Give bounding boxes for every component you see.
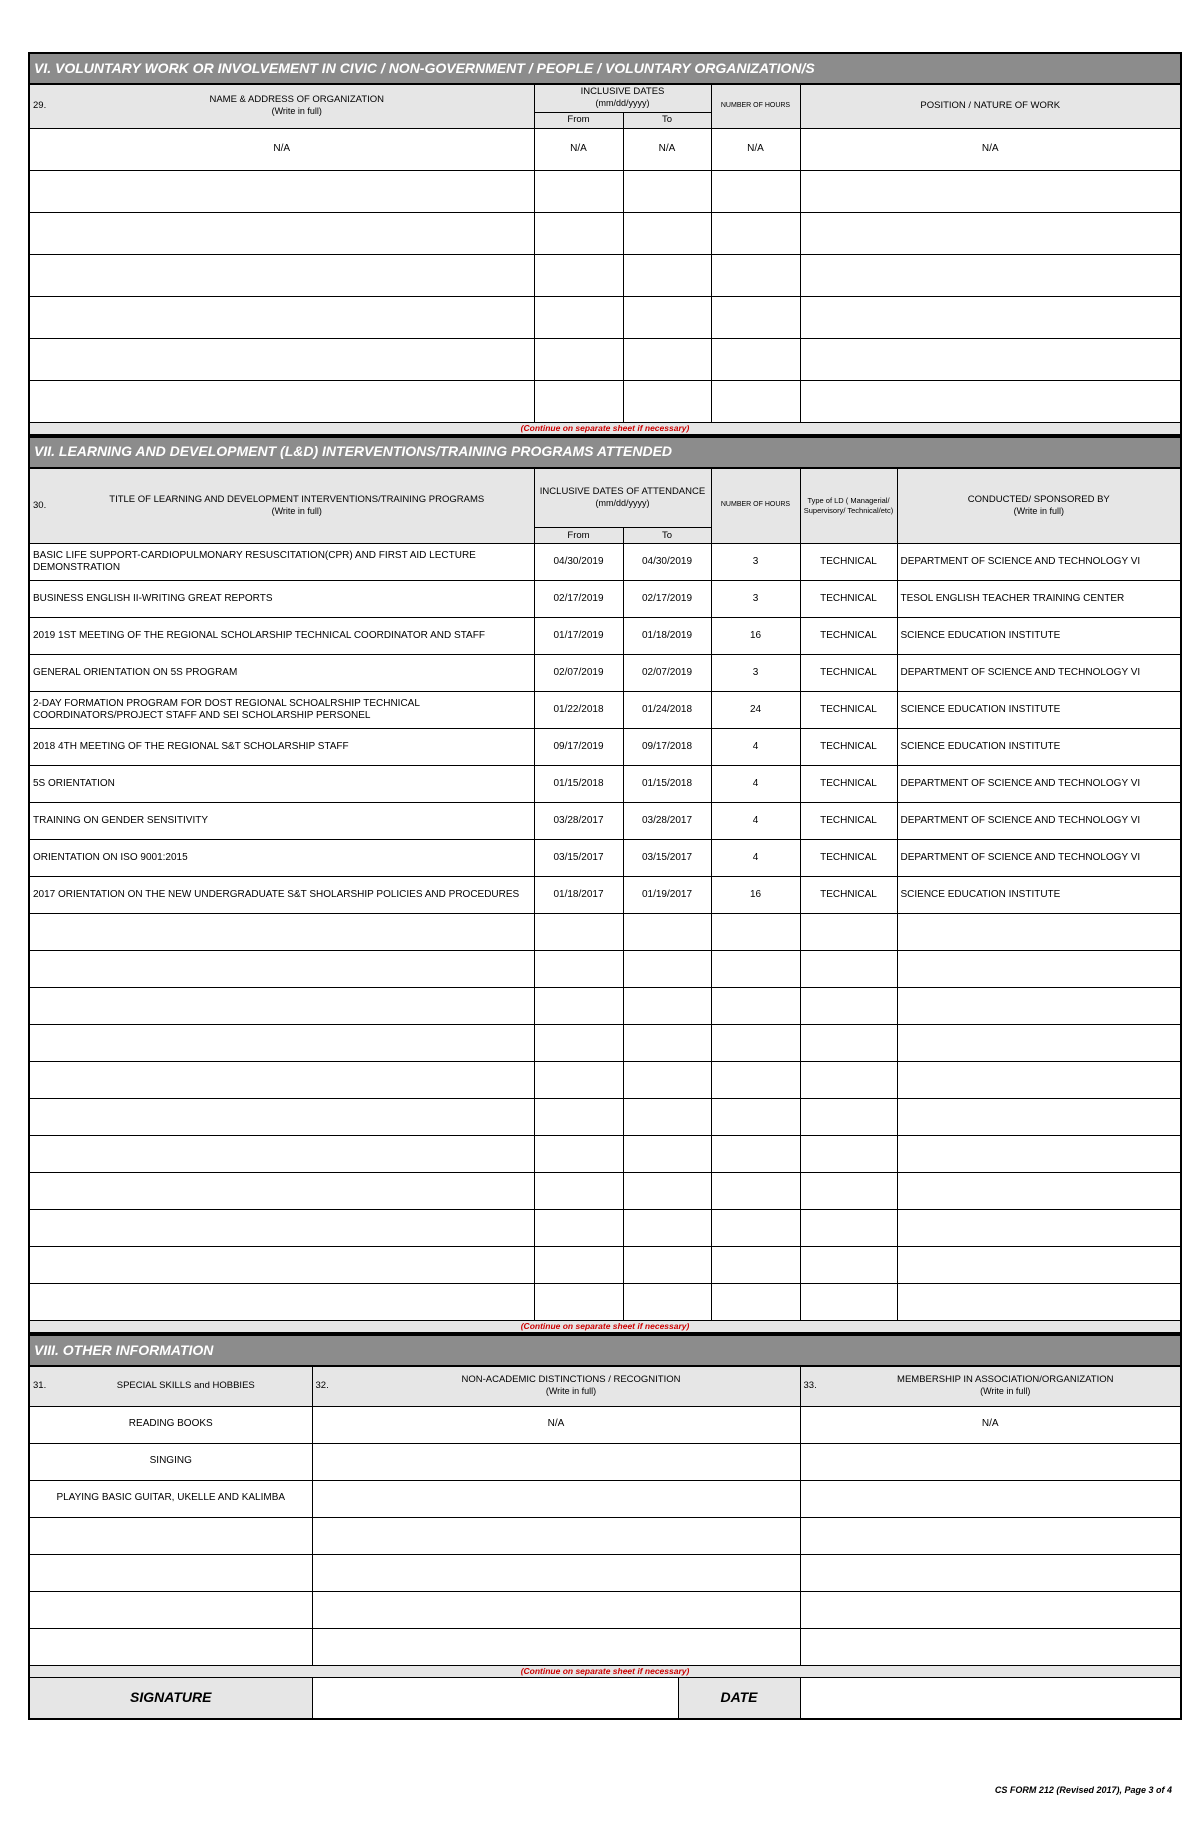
position-cell[interactable] xyxy=(800,296,1181,338)
recognition-cell[interactable] xyxy=(312,1554,800,1591)
ld-type-cell[interactable] xyxy=(800,1284,897,1321)
sponsor-cell[interactable]: DEPARTMENT OF SCIENCE AND TECHNOLOGY VI xyxy=(897,803,1181,840)
hours-cell[interactable]: 3 xyxy=(711,544,800,581)
date-from-cell[interactable]: 01/17/2019 xyxy=(534,618,623,655)
ld-type-cell[interactable]: TECHNICAL xyxy=(800,581,897,618)
sponsor-cell[interactable]: DEPARTMENT OF SCIENCE AND TECHNOLOGY VI xyxy=(897,766,1181,803)
ld-type-cell[interactable]: TECHNICAL xyxy=(800,840,897,877)
organization-name-cell[interactable] xyxy=(29,296,534,338)
table-row xyxy=(29,212,1181,254)
hours-cell[interactable] xyxy=(711,1099,800,1136)
hours-cell[interactable]: 3 xyxy=(711,655,800,692)
table-row xyxy=(29,1173,1181,1210)
date-to-cell[interactable] xyxy=(623,170,711,212)
date-to-cell[interactable]: 01/18/2019 xyxy=(623,618,711,655)
date-to-cell[interactable]: 01/15/2018 xyxy=(623,766,711,803)
table-row xyxy=(29,338,1181,380)
hours-cell[interactable]: 3 xyxy=(711,581,800,618)
position-cell[interactable] xyxy=(800,380,1181,422)
ld-type-cell[interactable] xyxy=(800,1025,897,1062)
date-to-cell[interactable] xyxy=(623,914,711,951)
ld-type-cell[interactable]: TECHNICAL xyxy=(800,729,897,766)
membership-cell[interactable] xyxy=(800,1443,1181,1480)
table-row xyxy=(29,1247,1181,1284)
ld-type-cell[interactable] xyxy=(800,1210,897,1247)
table-row xyxy=(29,1480,1181,1517)
date-to-cell[interactable] xyxy=(623,254,711,296)
hours-cell[interactable] xyxy=(711,1247,800,1284)
sponsor-cell[interactable] xyxy=(897,1247,1181,1284)
table-row xyxy=(29,803,1181,840)
membership-cell[interactable] xyxy=(800,1517,1181,1554)
sponsor-cell[interactable] xyxy=(897,1099,1181,1136)
signature-label: SIGNATURE xyxy=(29,1677,312,1719)
sponsor-cell[interactable] xyxy=(897,914,1181,951)
date-to-cell[interactable]: 03/28/2017 xyxy=(623,803,711,840)
date-from-cell[interactable] xyxy=(534,380,623,422)
item-number: 31. xyxy=(33,1380,47,1392)
organization-name-cell[interactable] xyxy=(29,254,534,296)
organization-name-cell[interactable] xyxy=(29,338,534,380)
skills-header xyxy=(29,1366,312,1406)
date-from-cell[interactable] xyxy=(534,1284,623,1321)
voluntary-position-header: POSITION / NATURE OF WORK xyxy=(800,84,1181,128)
date-from-cell[interactable]: 01/15/2018 xyxy=(534,766,623,803)
sponsor-cell[interactable]: TESOL ENGLISH TEACHER TRAINING CENTER xyxy=(897,581,1181,618)
membership-cell[interactable] xyxy=(800,1591,1181,1628)
training-title-cell[interactable] xyxy=(29,1210,534,1247)
sponsor-cell[interactable] xyxy=(897,988,1181,1025)
hours-cell[interactable]: 4 xyxy=(711,840,800,877)
hours-cell[interactable]: 4 xyxy=(711,803,800,840)
position-cell[interactable] xyxy=(800,338,1181,380)
hours-cell[interactable]: 16 xyxy=(711,618,800,655)
hours-cell[interactable] xyxy=(711,1025,800,1062)
table-row xyxy=(29,380,1181,422)
column-label: NON-ACADEMIC DISTINCTIONS / RECOGNITION xyxy=(461,1374,681,1386)
sponsor-cell[interactable]: DEPARTMENT OF SCIENCE AND TECHNOLOGY VI xyxy=(897,840,1181,877)
hours-cell[interactable] xyxy=(711,1136,800,1173)
learning-sponsor-header xyxy=(897,468,1181,544)
sponsor-cell[interactable]: DEPARTMENT OF SCIENCE AND TECHNOLOGY VI xyxy=(897,544,1181,581)
table-row xyxy=(29,1284,1181,1321)
hours-cell[interactable] xyxy=(711,380,800,422)
training-title-cell[interactable]: BUSINESS ENGLISH II-WRITING GREAT REPORTS xyxy=(29,581,534,618)
recognition-cell[interactable] xyxy=(312,1480,800,1517)
ld-type-cell[interactable]: TECHNICAL xyxy=(800,655,897,692)
training-title-cell[interactable] xyxy=(29,1247,534,1284)
date-to-cell[interactable]: 09/17/2018 xyxy=(623,729,711,766)
date-to-cell[interactable] xyxy=(623,1062,711,1099)
recognition-cell[interactable] xyxy=(312,1628,800,1665)
learning-section-title: VII. LEARNING AND DEVELOPMENT (L&D) INTERVENTIONS/TRAINING PROGRAMS ATTENDED xyxy=(29,437,1181,468)
date-from-cell[interactable] xyxy=(534,988,623,1025)
learning-development-table xyxy=(28,436,1182,1335)
column-label: INCLUSIVE DATES OF ATTENDANCE xyxy=(539,485,706,497)
continue-note: (Continue on separate sheet if necessary) xyxy=(29,422,1181,435)
column-sublabel: (mm/dd/yyyy) xyxy=(595,98,650,109)
sponsor-cell[interactable]: SCIENCE EDUCATION INSTITUTE xyxy=(897,877,1181,914)
table-row xyxy=(29,914,1181,951)
table-row xyxy=(29,254,1181,296)
sponsor-cell[interactable] xyxy=(897,1173,1181,1210)
recognition-cell[interactable] xyxy=(312,1517,800,1554)
organization-name-cell[interactable] xyxy=(29,170,534,212)
organization-name-cell[interactable]: N/A xyxy=(29,128,534,170)
membership-header xyxy=(800,1366,1181,1406)
sponsor-cell[interactable] xyxy=(897,951,1181,988)
position-cell[interactable] xyxy=(800,212,1181,254)
date-to-cell[interactable] xyxy=(623,1099,711,1136)
ld-type-cell[interactable]: TECHNICAL xyxy=(800,803,897,840)
training-title-cell[interactable] xyxy=(29,1099,534,1136)
skill-cell[interactable] xyxy=(29,1517,312,1554)
date-to-cell[interactable] xyxy=(623,1136,711,1173)
hours-cell[interactable] xyxy=(711,1062,800,1099)
continue-note: (Continue on separate sheet if necessary) xyxy=(29,1665,1181,1677)
item-number: 29. xyxy=(33,100,47,112)
date-from-cell[interactable] xyxy=(534,1210,623,1247)
hours-cell[interactable] xyxy=(711,988,800,1025)
table-row xyxy=(29,1628,1181,1665)
date-to-cell[interactable]: 04/30/2019 xyxy=(623,544,711,581)
column-label: TITLE OF LEARNING AND DEVELOPMENT INTERVENTIONS/TRAINING PROGRAMS xyxy=(109,493,485,505)
skill-cell[interactable]: SINGING xyxy=(29,1443,312,1480)
ld-type-cell[interactable]: TECHNICAL xyxy=(800,544,897,581)
date-from-cell[interactable]: N/A xyxy=(534,128,623,170)
date-from-cell[interactable] xyxy=(534,914,623,951)
column-sublabel: (Write in full) xyxy=(271,106,322,117)
date-from-cell[interactable] xyxy=(534,1062,623,1099)
recognition-cell[interactable]: N/A xyxy=(312,1406,800,1443)
training-title-cell[interactable] xyxy=(29,1173,534,1210)
date-to-cell[interactable]: 02/07/2019 xyxy=(623,655,711,692)
sponsor-cell[interactable] xyxy=(897,1210,1181,1247)
date-to-cell[interactable]: 01/24/2018 xyxy=(623,692,711,729)
form-footer: CS FORM 212 (Revised 2017), Page 3 of 4 xyxy=(994,1785,1172,1795)
table-row xyxy=(29,296,1181,338)
table-row xyxy=(29,581,1181,618)
table-row xyxy=(29,840,1181,877)
training-title-cell[interactable]: BASIC LIFE SUPPORT-CARDIOPULMONARY RESUSCITATION(CPR) AND FIRST AID LECTURE DEMONSTRATION xyxy=(29,544,534,581)
learning-dates-header xyxy=(534,468,711,528)
training-title-cell[interactable] xyxy=(29,988,534,1025)
ld-type-cell[interactable]: TECHNICAL xyxy=(800,766,897,803)
column-label: INCLUSIVE DATES xyxy=(580,86,665,98)
table-row xyxy=(29,1025,1181,1062)
training-title-cell[interactable] xyxy=(29,1062,534,1099)
hours-cell[interactable]: N/A xyxy=(711,128,800,170)
date-to-cell[interactable]: 01/19/2017 xyxy=(623,877,711,914)
date-from-cell[interactable]: 03/15/2017 xyxy=(534,840,623,877)
table-row xyxy=(29,1591,1181,1628)
table-row xyxy=(29,618,1181,655)
date-to-cell[interactable] xyxy=(623,212,711,254)
training-title-cell[interactable]: 2017 ORIENTATION ON THE NEW UNDERGRADUATE S&T SHOLARSHIP POLICIES AND PROCEDURES xyxy=(29,877,534,914)
table-row xyxy=(29,729,1181,766)
ld-type-cell[interactable]: TECHNICAL xyxy=(800,618,897,655)
skill-cell[interactable]: READING BOOKS xyxy=(29,1406,312,1443)
position-cell[interactable]: N/A xyxy=(800,128,1181,170)
table-row xyxy=(29,1062,1181,1099)
sponsor-cell[interactable]: SCIENCE EDUCATION INSTITUTE xyxy=(897,618,1181,655)
date-field[interactable] xyxy=(800,1677,1181,1719)
ld-type-cell[interactable] xyxy=(800,951,897,988)
item-number: 32. xyxy=(315,1380,329,1392)
table-row xyxy=(29,170,1181,212)
date-from-cell[interactable] xyxy=(534,1247,623,1284)
voluntary-from-header: From xyxy=(534,112,623,128)
organization-name-cell[interactable] xyxy=(29,380,534,422)
column-sublabel: (Write in full) xyxy=(1013,505,1064,516)
column-sublabel: (Write in full) xyxy=(271,505,322,516)
ld-type-cell[interactable] xyxy=(800,914,897,951)
signature-field[interactable] xyxy=(312,1677,678,1719)
continue-note: (Continue on separate sheet if necessary) xyxy=(29,1321,1181,1334)
recognition-header xyxy=(312,1366,800,1406)
voluntary-work-table xyxy=(28,52,1182,436)
table-row xyxy=(29,877,1181,914)
organization-name-cell[interactable] xyxy=(29,212,534,254)
date-from-cell[interactable] xyxy=(534,296,623,338)
skill-cell[interactable] xyxy=(29,1554,312,1591)
date-to-cell[interactable] xyxy=(623,380,711,422)
table-row xyxy=(29,1099,1181,1136)
ld-type-cell[interactable] xyxy=(800,988,897,1025)
training-title-cell[interactable]: GENERAL ORIENTATION ON 5S PROGRAM xyxy=(29,655,534,692)
position-cell[interactable] xyxy=(800,254,1181,296)
table-row xyxy=(29,692,1181,729)
date-from-cell[interactable]: 01/22/2018 xyxy=(534,692,623,729)
date-from-cell[interactable] xyxy=(534,1136,623,1173)
date-from-cell[interactable] xyxy=(534,1025,623,1062)
date-to-cell[interactable] xyxy=(623,1025,711,1062)
sponsor-cell[interactable] xyxy=(897,1284,1181,1321)
date-from-cell[interactable] xyxy=(534,951,623,988)
date-from-cell[interactable] xyxy=(534,170,623,212)
sponsor-cell[interactable] xyxy=(897,1025,1181,1062)
membership-cell[interactable] xyxy=(800,1628,1181,1665)
membership-cell[interactable] xyxy=(800,1480,1181,1517)
date-to-cell[interactable] xyxy=(623,1284,711,1321)
training-title-cell[interactable] xyxy=(29,1136,534,1173)
ld-type-cell[interactable]: TECHNICAL xyxy=(800,692,897,729)
skill-cell[interactable]: PLAYING BASIC GUITAR, UKELLE AND KALIMBA xyxy=(29,1480,312,1517)
sponsor-cell[interactable] xyxy=(897,1136,1181,1173)
sponsor-cell[interactable]: SCIENCE EDUCATION INSTITUTE xyxy=(897,692,1181,729)
table-row xyxy=(29,128,1181,170)
hours-cell[interactable] xyxy=(711,1284,800,1321)
date-to-cell[interactable] xyxy=(623,988,711,1025)
ld-type-cell[interactable] xyxy=(800,1247,897,1284)
date-from-cell[interactable]: 04/30/2019 xyxy=(534,544,623,581)
training-title-cell[interactable] xyxy=(29,1025,534,1062)
sponsor-cell[interactable] xyxy=(897,1062,1181,1099)
hours-cell[interactable] xyxy=(711,338,800,380)
hours-cell[interactable]: 16 xyxy=(711,877,800,914)
table-row xyxy=(29,1406,1181,1443)
date-to-cell[interactable]: N/A xyxy=(623,128,711,170)
column-sublabel: (Write in full) xyxy=(545,1386,597,1397)
learning-to-header: To xyxy=(623,528,711,544)
column-sublabel: (mm/dd/yyyy) xyxy=(595,497,650,508)
pds-page-3 xyxy=(28,52,1180,1720)
item-number: 30. xyxy=(33,499,47,511)
training-title-cell[interactable]: 2018 4TH MEETING OF THE REGIONAL S&T SCHOLARSHIP STAFF xyxy=(29,729,534,766)
date-from-cell[interactable] xyxy=(534,1099,623,1136)
table-row xyxy=(29,1443,1181,1480)
training-title-cell[interactable]: TRAINING ON GENDER SENSITIVITY xyxy=(29,803,534,840)
ld-type-cell[interactable] xyxy=(800,1136,897,1173)
ld-type-cell[interactable]: TECHNICAL xyxy=(800,877,897,914)
hours-cell[interactable]: 4 xyxy=(711,766,800,803)
date-to-cell[interactable] xyxy=(623,1173,711,1210)
hours-cell[interactable]: 4 xyxy=(711,729,800,766)
table-row xyxy=(29,1517,1181,1554)
hours-cell[interactable] xyxy=(711,1173,800,1210)
hours-cell[interactable] xyxy=(711,254,800,296)
training-title-cell[interactable] xyxy=(29,1284,534,1321)
training-title-cell[interactable] xyxy=(29,951,534,988)
hours-cell[interactable] xyxy=(711,1210,800,1247)
training-title-cell[interactable]: 2-DAY FORMATION PROGRAM FOR DOST REGIONAL SCHOALRSHIP TECHNICAL COORDINATORS/PROJECT STAFF AND SEI SCHOLARSHIP PERSONEL xyxy=(29,692,534,729)
date-to-cell[interactable] xyxy=(623,1247,711,1284)
hours-cell[interactable] xyxy=(711,296,800,338)
column-label: SPECIAL SKILLS and HOBBIES xyxy=(116,1380,255,1392)
learning-from-header: From xyxy=(534,528,623,544)
learning-type-header: Type of LD ( Managerial/ Supervisory/ Technical/etc) xyxy=(800,468,897,544)
voluntary-hours-header: NUMBER OF HOURS xyxy=(711,84,800,128)
hours-cell[interactable] xyxy=(711,212,800,254)
learning-title-header xyxy=(29,468,534,544)
date-to-cell[interactable] xyxy=(623,1210,711,1247)
date-label: DATE xyxy=(678,1677,800,1719)
date-from-cell[interactable]: 01/18/2017 xyxy=(534,877,623,914)
table-row xyxy=(29,988,1181,1025)
voluntary-dates-header xyxy=(534,84,711,112)
voluntary-name-header xyxy=(29,84,534,128)
table-row xyxy=(29,1136,1181,1173)
hours-cell[interactable] xyxy=(711,170,800,212)
hours-cell[interactable] xyxy=(711,914,800,951)
table-row xyxy=(29,951,1181,988)
skill-cell[interactable] xyxy=(29,1591,312,1628)
item-number: 33. xyxy=(803,1380,817,1392)
training-title-cell[interactable]: 2019 1ST MEETING OF THE REGIONAL SCHOLARSHIP TECHNICAL COORDINATOR AND STAFF xyxy=(29,618,534,655)
table-row xyxy=(29,1554,1181,1591)
other-information-table xyxy=(28,1334,1182,1720)
date-from-cell[interactable]: 02/07/2019 xyxy=(534,655,623,692)
date-from-cell[interactable] xyxy=(534,1173,623,1210)
column-sublabel: (Write in full) xyxy=(980,1386,1031,1397)
date-to-cell[interactable]: 03/15/2017 xyxy=(623,840,711,877)
voluntary-section-title: VI. VOLUNTARY WORK OR INVOLVEMENT IN CIVIC / NON-GOVERNMENT / PEOPLE / VOLUNTARY ORGANIZATION/S xyxy=(29,53,1181,84)
column-label: CONDUCTED/ SPONSORED BY xyxy=(967,493,1110,505)
training-title-cell[interactable]: ORIENTATION ON ISO 9001:2015 xyxy=(29,840,534,877)
sponsor-cell[interactable]: SCIENCE EDUCATION INSTITUTE xyxy=(897,729,1181,766)
date-to-cell[interactable] xyxy=(623,338,711,380)
position-cell[interactable] xyxy=(800,170,1181,212)
ld-type-cell[interactable] xyxy=(800,1173,897,1210)
training-title-cell[interactable]: 5S ORIENTATION xyxy=(29,766,534,803)
recognition-cell[interactable] xyxy=(312,1591,800,1628)
membership-cell[interactable]: N/A xyxy=(800,1406,1181,1443)
date-to-cell[interactable] xyxy=(623,951,711,988)
hours-cell[interactable] xyxy=(711,951,800,988)
skill-cell[interactable] xyxy=(29,1628,312,1665)
training-title-cell[interactable] xyxy=(29,914,534,951)
table-row xyxy=(29,1210,1181,1247)
date-to-cell[interactable]: 02/17/2019 xyxy=(623,581,711,618)
table-row xyxy=(29,544,1181,581)
sponsor-cell[interactable]: DEPARTMENT OF SCIENCE AND TECHNOLOGY VI xyxy=(897,655,1181,692)
date-from-cell[interactable] xyxy=(534,338,623,380)
ld-type-cell[interactable] xyxy=(800,1099,897,1136)
learning-hours-header: NUMBER OF HOURS xyxy=(711,468,800,544)
date-from-cell[interactable] xyxy=(534,212,623,254)
recognition-cell[interactable] xyxy=(312,1443,800,1480)
column-label: MEMBERSHIP IN ASSOCIATION/ORGANIZATION xyxy=(897,1374,1114,1386)
date-from-cell[interactable]: 09/17/2019 xyxy=(534,729,623,766)
date-from-cell[interactable]: 02/17/2019 xyxy=(534,581,623,618)
column-label: NAME & ADDRESS OF ORGANIZATION xyxy=(209,94,385,106)
voluntary-to-header: To xyxy=(623,112,711,128)
date-from-cell[interactable] xyxy=(534,254,623,296)
other-section-title: VIII. OTHER INFORMATION xyxy=(29,1335,1181,1366)
membership-cell[interactable] xyxy=(800,1554,1181,1591)
table-row xyxy=(29,655,1181,692)
date-from-cell[interactable]: 03/28/2017 xyxy=(534,803,623,840)
ld-type-cell[interactable] xyxy=(800,1062,897,1099)
hours-cell[interactable]: 24 xyxy=(711,692,800,729)
table-row xyxy=(29,766,1181,803)
date-to-cell[interactable] xyxy=(623,296,711,338)
